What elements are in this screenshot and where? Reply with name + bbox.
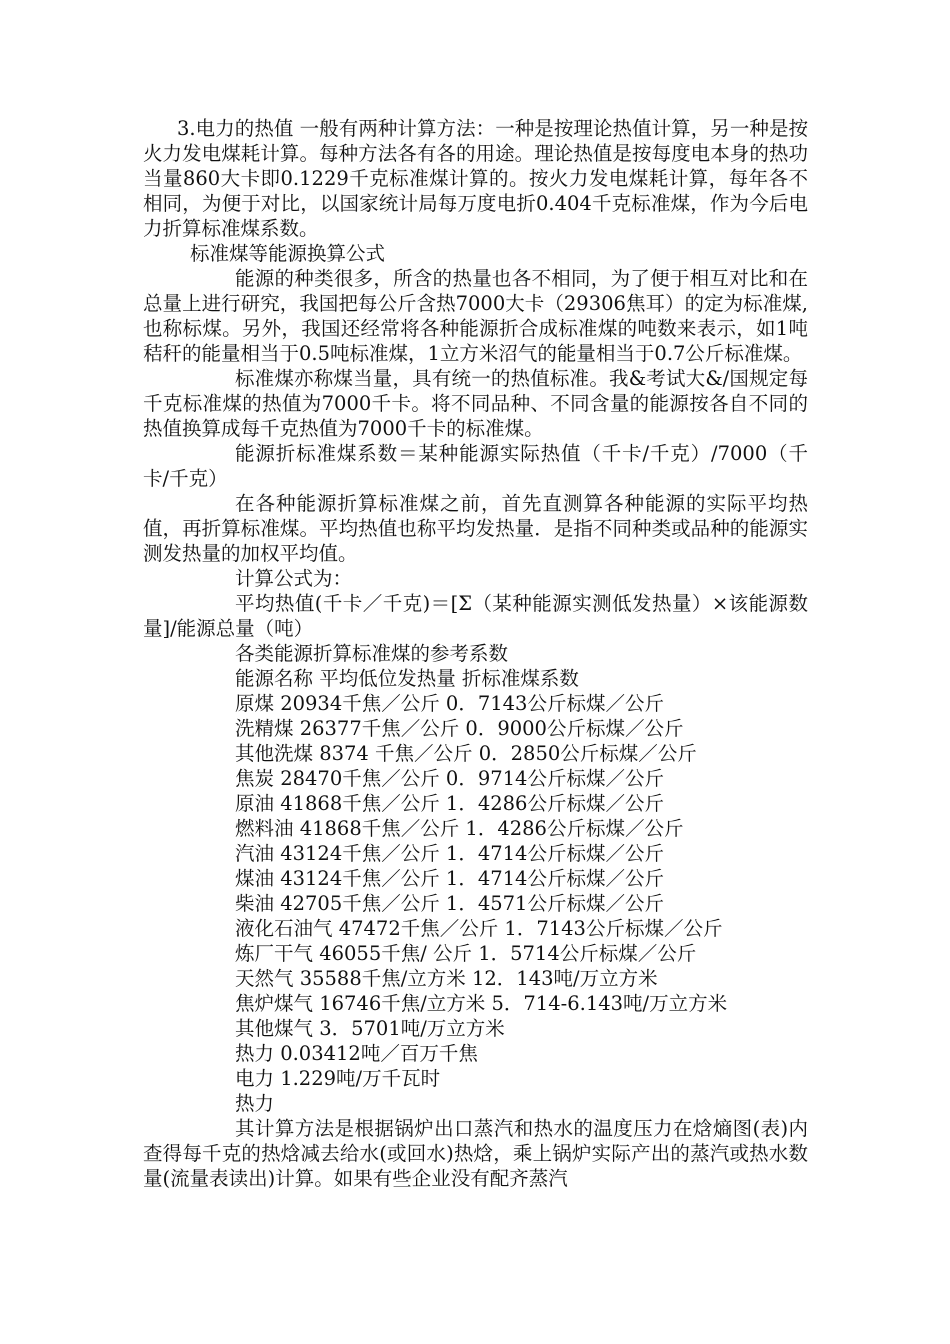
paragraph-energy-kinds: 能源的种类很多，所含的热量也各不相同，为了便于相互对比和在总量上进行研究，我国把每公斤含热7000大卡（29306焦耳）的定为标准煤,也称标煤。另外，我国还经常将各种能源折合成标准煤的吨数来表示，如1吨秸秆的能量相当于0.5吨标准煤，1立方米沼气的能量相当于0.7公斤标准煤。 (143, 267, 808, 365)
list-item: 燃料油 41868千焦／公斤 1．4286公斤标煤／公斤 (235, 817, 684, 840)
list-item: 电力 1.229吨/万千瓦时 (235, 1067, 441, 1090)
list-item: 热力 (235, 1092, 275, 1115)
paragraph-before-conversion: 在各种能源折算标准煤之前，首先直测算各种能源的实际平均热值，再折算标准煤。平均热值也称平均发热量．是指不同种类或品种的能源实测发热量的加权平均值。 (143, 492, 808, 565)
list-item: 其他洗煤 8374 千焦／公斤 0．2850公斤标煤／公斤 (235, 742, 697, 765)
list-item: 液化石油气 47472千焦／公斤 1．7143公斤标煤／公斤 (235, 917, 723, 940)
list-item: 能源名称 平均低位发热量 折标准煤系数 (235, 667, 579, 690)
paragraph-average-heat-formula: 平均热值(千卡／千克)＝[Σ（某种能源实测低发热量）×该能源数量]/能源总量（吨） (143, 592, 808, 640)
list-item: 天然气 35588千焦/立方米 12．143吨/万立方米 (235, 967, 658, 990)
calc-formula-label: 计算公式为： (235, 567, 353, 590)
paragraph-electricity-heat-value: 3.电力的热值 一般有两种计算方法：一种是按理论热值计算，另一种是按火力发电煤耗计算。每种方法各有各的用途。理论热值是按每度电本身的热功当量860大卡即0.1229千克标准煤计算的。按火力发电煤耗计算，每年各不相同，为便于对比，以国家统计局每万度电折0.404千克标准煤，作为今后电力折算标准煤系数。 (143, 117, 808, 240)
list-item: 柴油 42705千焦／公斤 1．4571公斤标煤／公斤 (235, 892, 664, 915)
list-item: 原煤 20934千焦／公斤 0．7143公斤标煤／公斤 (235, 692, 664, 715)
list-item: 热力 0.03412吨／百万千焦 (235, 1042, 478, 1065)
list-item: 洗精煤 26377千焦／公斤 0．9000公斤标煤／公斤 (235, 717, 684, 740)
list-item: 原油 41868千焦／公斤 1．4286公斤标煤／公斤 (235, 792, 664, 815)
table-title: 各类能源折算标准煤的参考系数 (235, 642, 509, 665)
list-item: 汽油 43124千焦／公斤 1．4714公斤标煤／公斤 (235, 842, 664, 865)
heading-conversion-formula: 标准煤等能源换算公式 (190, 242, 386, 265)
paragraph-heat-calculation: 其计算方法是根据锅炉出口蒸汽和热水的温度压力在焓熵图(表)内查得每千克的热焓减去给水(或回水)热焓，乘上锅炉实际产出的蒸汽或热水数量(流量表读出)计算。如果有些企业没有配齐蒸汽 (143, 1117, 808, 1190)
list-item: 焦炉煤气 16746千焦/立方米 5．714-6.143吨/万立方米 (235, 992, 728, 1015)
list-item: 其他煤气 3．5701吨/万立方米 (235, 1017, 505, 1040)
list-item: 煤油 43124千焦／公斤 1．4714公斤标煤／公斤 (235, 867, 664, 890)
paragraph-standard-coal: 标准煤亦称煤当量，具有统一的热值标准。我&考试大&/国规定每千克标准煤的热值为7000千卡。将不同品种、不同含量的能源按各自不同的热值换算成每千克热值为7000千卡的标准煤。 (143, 367, 808, 440)
list-item: 焦炭 28470千焦／公斤 0．9714公斤标煤／公斤 (235, 767, 664, 790)
document-page (143, 116, 808, 1191)
paragraph-coefficient-formula: 能源折标准煤系数＝某种能源实际热值（千卡/千克）/7000（千卡/千克） (143, 442, 808, 490)
coefficient-list (143, 666, 808, 1116)
list-item: 炼厂干气 46055千焦/ 公斤 1．5714公斤标煤／公斤 (235, 942, 697, 965)
